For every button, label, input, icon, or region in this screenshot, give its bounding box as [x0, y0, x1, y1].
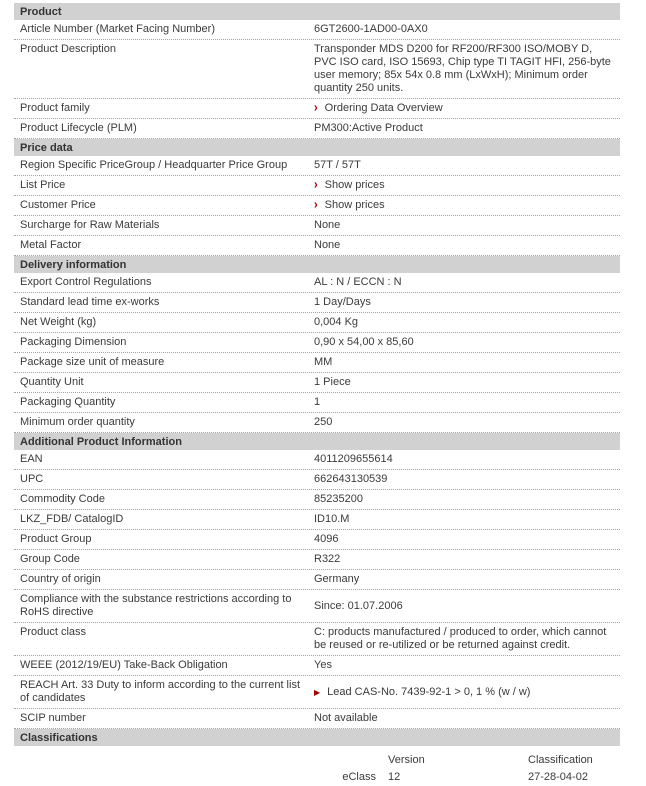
row-value: None: [314, 239, 341, 251]
row-label: Product family: [20, 102, 90, 114]
row-label: Product Lifecycle (PLM): [20, 122, 137, 134]
row-label: Net Weight (kg): [20, 316, 97, 328]
table-row: [14, 709, 620, 729]
row-value: 6GT2600-1AD00-0AX0: [314, 23, 428, 35]
row-value: C: products manufactured / produced to order, which cannot be reused or re-utilized or be returned against credit.: [314, 626, 607, 651]
table-row: [14, 176, 620, 196]
table-row: [14, 216, 620, 236]
table-row: [14, 196, 620, 216]
row-value: 0,90 x 54,00 x 85,60: [314, 336, 414, 348]
row-label: SCIP number: [20, 712, 86, 724]
row-link-label: Ordering Data Overview: [324, 102, 443, 114]
row-value: AL : N / ECCN : N: [314, 276, 402, 288]
row-label: UPC: [20, 473, 44, 485]
row-label: List Price: [20, 179, 66, 191]
row-link-label: Show prices: [324, 179, 385, 191]
section-header: Product: [14, 3, 620, 20]
table-row: [14, 236, 620, 256]
row-link[interactable]: [314, 179, 620, 192]
classification-code: 27-28-04-02: [528, 771, 588, 783]
section-header: Additional Product Information: [14, 433, 620, 450]
table-row: [14, 450, 620, 470]
table-row: [14, 676, 620, 709]
row-label: LKZ_FDB/ CatalogID: [20, 513, 124, 525]
row-label: REACH Art. 33 Duty to inform according to the current list of candidates: [20, 679, 301, 704]
table-row: [14, 550, 620, 570]
table-row: [14, 510, 620, 530]
row-value: 1 Piece: [314, 376, 351, 388]
table-row: [14, 470, 620, 490]
row-value: Germany: [314, 573, 360, 585]
row-label: Package size unit of measure: [20, 356, 165, 368]
table-row: [14, 656, 620, 676]
row-value: None: [314, 219, 341, 231]
row-label: Packaging Dimension: [20, 336, 127, 348]
row-value: 1: [314, 396, 321, 408]
classification-column-header: Classification: [528, 754, 593, 766]
table-row: [14, 99, 620, 119]
row-label: Minimum order quantity: [20, 416, 135, 428]
row-value: Since: 01.07.2006: [314, 599, 403, 612]
row-link-label: Show prices: [324, 199, 385, 211]
table-row: [14, 393, 620, 413]
row-value: 662643130539: [314, 473, 388, 485]
row-link[interactable]: [314, 199, 620, 212]
chevron-right-icon: ›: [314, 101, 318, 115]
row-value: 0,004 Kg: [314, 316, 359, 328]
table-row: [14, 40, 620, 99]
row-value: 85235200: [314, 493, 363, 505]
row-value: 57T / 57T: [314, 159, 361, 171]
chevron-right-icon: ›: [314, 178, 318, 192]
row-value: MM: [314, 356, 333, 368]
row-link[interactable]: [314, 686, 620, 699]
row-label: EAN: [20, 453, 43, 465]
table-row: [14, 273, 620, 293]
row-label: Export Control Regulations: [20, 276, 152, 288]
row-label: Product class: [20, 626, 87, 638]
row-label: Product Group: [20, 533, 92, 545]
row-label: Article Number (Market Facing Number): [20, 23, 215, 35]
row-label: Metal Factor: [20, 239, 82, 251]
triangle-right-icon: ▶: [314, 687, 321, 697]
row-value: Yes: [314, 659, 332, 671]
row-value: R322: [314, 553, 341, 565]
row-value: 1 Day/Days: [314, 296, 371, 308]
table-row: [14, 353, 620, 373]
table-row: [14, 156, 620, 176]
row-link-label: Lead CAS-No. 7439-92-1 > 0, 1 % (w / w): [327, 685, 531, 698]
classification-table: [14, 746, 620, 786]
table-row: [14, 373, 620, 393]
row-value: 4011209655614: [314, 453, 393, 465]
row-label: Compliance with the substance restrictions according to RoHS directive: [20, 593, 292, 618]
table-row: [14, 119, 620, 139]
row-label: Customer Price: [20, 199, 96, 211]
row-value: 250: [314, 416, 333, 428]
row-label: Commodity Code: [20, 493, 105, 505]
table-row: [14, 20, 620, 40]
row-value: 4096: [314, 533, 339, 545]
classification-header-row: [14, 752, 620, 769]
chevron-right-icon: ›: [314, 198, 318, 212]
table-row: [14, 530, 620, 550]
table-row: [14, 590, 620, 623]
row-value: PM300:Active Product: [314, 122, 423, 134]
section-header: Delivery information: [14, 256, 620, 273]
row-value: Not available: [314, 712, 378, 724]
classification-system: eClass: [342, 771, 376, 783]
row-label: WEEE (2012/19/EU) Take-Back Obligation: [20, 659, 228, 671]
row-label: Surcharge for Raw Materials: [20, 219, 160, 231]
row-label: Quantity Unit: [20, 376, 84, 388]
row-label: Group Code: [20, 553, 80, 565]
classification-column-header: Version: [388, 754, 425, 766]
table-row: [14, 570, 620, 590]
row-label: Packaging Quantity: [20, 396, 116, 408]
classification-row: [14, 769, 620, 786]
table-row: [14, 623, 620, 656]
classification-version: 12: [388, 771, 401, 783]
table-row: [14, 293, 620, 313]
table-row: [14, 333, 620, 353]
row-label: Standard lead time ex-works: [20, 296, 160, 308]
row-label: Country of origin: [20, 573, 101, 585]
row-value: ID10.M: [314, 513, 350, 525]
row-value: Transponder MDS D200 for RF200/RF300 ISO/MOBY D, PVC ISO card, ISO 15693, Chip type TI TAGIT HFI, 256-byte user memory; 85x 54x 0.8 mm (LxWxH); Minimum order quantity 250 units.: [314, 43, 611, 94]
row-label: Region Specific PriceGroup / Headquarter Price Group: [20, 159, 288, 171]
section-header: Classifications: [14, 729, 620, 746]
row-link[interactable]: [314, 102, 620, 115]
section-header: Price data: [14, 139, 620, 156]
table-row: [14, 413, 620, 433]
product-data-table: [14, 3, 620, 786]
product-detail-page: [0, 3, 646, 783]
row-label: Product Description: [20, 43, 116, 55]
table-row: [14, 313, 620, 333]
table-row: [14, 490, 620, 510]
